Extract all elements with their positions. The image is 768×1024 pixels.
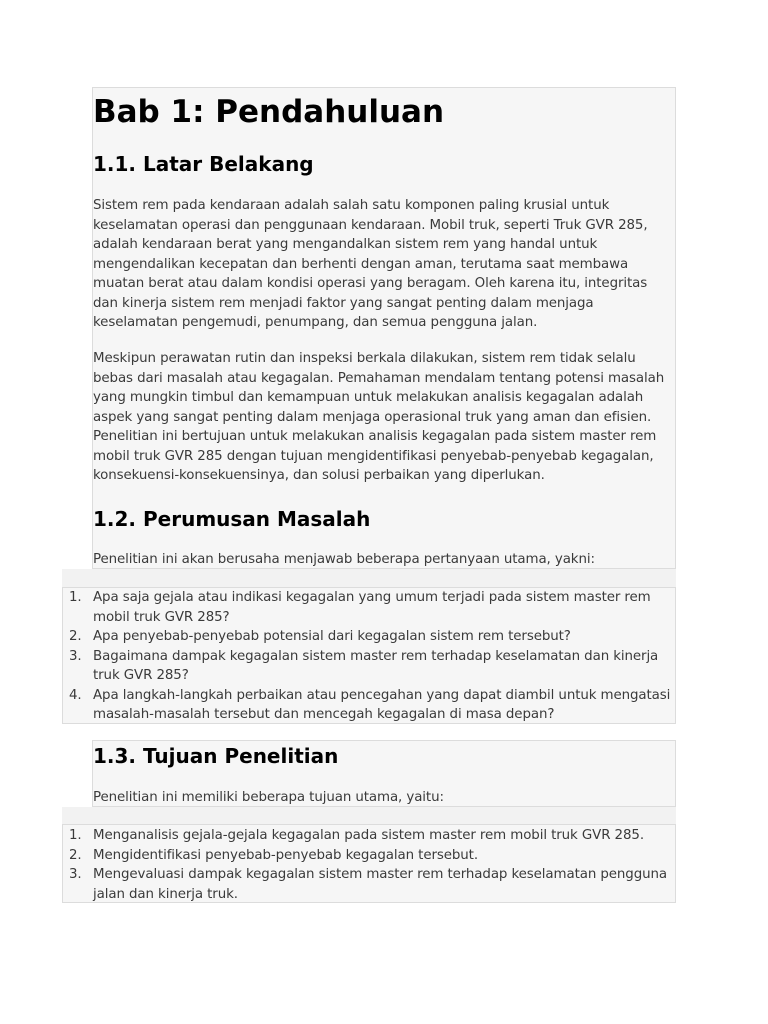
list-item (63, 865, 675, 904)
list-number: 1. (69, 828, 82, 843)
list-text: Mengidentifikasi penyebab-penyebab kegagalan tersebut. (93, 847, 478, 863)
list-text: Menganalisis gejala-gejala kegagalan pada sistem master rem mobil truk GVR 285. (93, 828, 644, 843)
list-text: Apa saja gejala atau indikasi kegagalan yang umum terjadi pada sistem master rem mobil truk GVR 285? (93, 590, 651, 625)
chapter-title: Bab 1: Pendahuluan (93, 94, 445, 130)
objectives-intro: Penelitian ini memiliki beberapa tujuan utama, yaitu: (93, 790, 444, 805)
objectives-list (63, 826, 675, 904)
list-text: Apa penyebab-penyebab potensial dari kegagalan sistem rem tersebut? (93, 629, 571, 644)
list-text: Mengevaluasi dampak kegagalan sistem master rem terhadap keselamatan pengguna jalan dan kinerja truk. (93, 867, 667, 902)
list-number: 4. (69, 687, 82, 703)
list-item (63, 627, 675, 647)
gap-strip-1 (62, 569, 676, 587)
list-item (63, 826, 675, 846)
list-number: 2. (69, 847, 82, 863)
list-number: 3. (69, 648, 82, 664)
gap-strip-2 (62, 807, 676, 824)
section-heading-perumusan-masalah: 1.2. Perumusan Masalah (93, 507, 371, 531)
problem-list (63, 588, 675, 725)
paragraph-background-2: Meskipun perawatan rutin dan inspeksi berkala dilakukan, sistem rem tidak selalu bebas dari masalah atau kegagalan. Pemahaman mendalam tentang potensi masalah yang mungkin timbul dan kemampuan untuk melakukan analisis kegagalan adalah aspek yang sangat penting dalam menjaga operasional truk yang aman dan efisien. Penelitian ini bertujuan untuk melakukan analisis kegagalan pada sistem master rem mobil truk GVR 285 dengan tujuan mengidentifikasi penyebab-penyebab kegagalan, konsekuensi-konsekuensinya, dan solusi perbaikan yang diperlukan. (93, 351, 665, 483)
section-heading-tujuan-penelitian: 1.3. Tujuan Penelitian (93, 744, 339, 768)
list-number: 3. (69, 867, 82, 882)
list-text: Bagaimana dampak kegagalan sistem master rem terhadap keselamatan dan kinerja truk GVR 285? (93, 648, 659, 683)
list-item (63, 647, 675, 686)
problem-intro: Penelitian ini akan berusaha menjawab beberapa pertanyaan utama, yakni: (93, 552, 595, 567)
list-number: 1. (69, 590, 82, 605)
list-item (63, 846, 675, 866)
paragraph-background-1: Sistem rem pada kendaraan adalah salah satu komponen paling krusial untuk keselamatan operasi dan penggunaan kendaraan. Mobil truk, seperti Truk GVR 285, adalah kendaraan berat yang mengandalkan sistem rem yang handal untuk mengendalikan kecepatan dan berhenti dengan aman, terutama saat membawa muatan berat atau dalam kondisi operasi yang beragam. Oleh karena itu, integritas dan kinerja sistem rem menjadi faktor yang sangat penting dalam menjaga keselamatan pengemudi, penumpang, dan semua pengguna jalan. (93, 198, 648, 330)
list-item (63, 686, 675, 725)
list-number: 2. (69, 629, 82, 644)
list-text: Apa langkah-langkah perbaikan atau pencegahan yang dapat diambil untuk mengatasi masalah-masalah tersebut dan mencegah kegagalan di masa depan? (93, 687, 671, 722)
section-heading-latar-belakang: 1.1. Latar Belakang (93, 152, 314, 176)
list-item (63, 588, 675, 627)
